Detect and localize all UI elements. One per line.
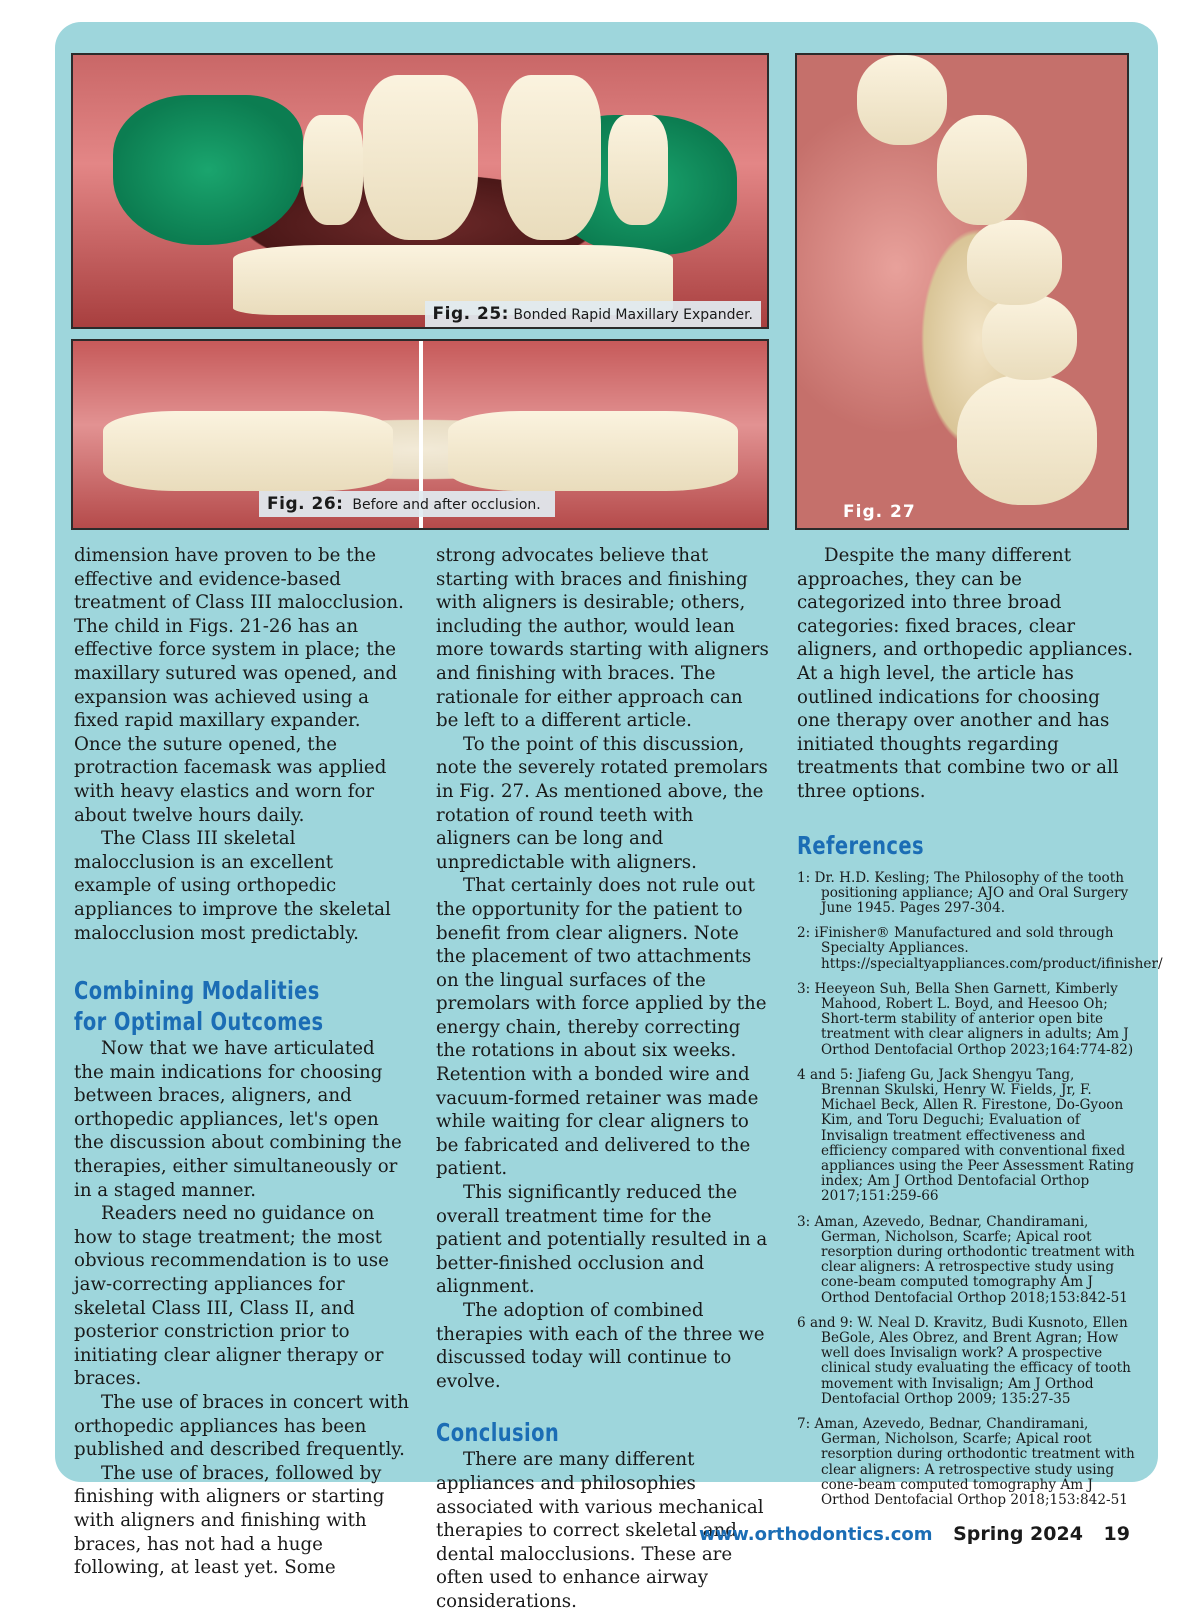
heading-line-2: for Optimal Outcomes: [74, 1007, 324, 1037]
reference-item: 7: Aman, Azevedo, Bednar, Chandiramani, German, Nicholson, Scarfe; Apical root resorption during orthodontic treatment with clear aligners: A retrospective study using cone-beam computed tomography Am J Orthod Dentofacial Orthop 2018;153:842-51: [797, 1416, 1135, 1509]
paragraph: strong advocates believe that starting with braces and finishing with aligners is desirable; others, including the author, would lean more towards starting with aligners and finishing with braces. The rationale for either approach can be left to a different article.: [436, 545, 769, 732]
premolar: [982, 295, 1077, 380]
paragraph: To the point of this discussion, note the severely rotated premolars in Fig. 27. As mentioned above, the rotation of round teeth with aligners can be long and unpredictable with aligners.: [436, 733, 768, 873]
paragraph: This significantly reduced the overall treatment time for the patient and potentially resulted in a better-finished occlusion and alignment.: [436, 1182, 768, 1298]
fig26-caption: [259, 491, 555, 517]
fig25-photo: [71, 53, 769, 329]
reference-item: 2: iFinisher® Manufactured and sold through Specialty Appliances. https://specialtyappliances.com/product/ifinisher/: [797, 925, 1163, 972]
fig27-photo: [795, 53, 1129, 530]
paragraph: The use of braces in concert with orthopedic appliances has been published and described frequently.: [74, 1392, 409, 1461]
reference-item: 1: Dr. H.D. Kesling; The Philosophy of the tooth positioning appliance; AJO and Oral Surgery June 1945. Pages 297-304.: [797, 869, 1129, 916]
reference-item: 3: Aman, Azevedo, Bednar, Chandiramani, German, Nicholson, Scarfe; Apical root resorption during orthodontic treatment with clear aligners: A retrospective study using cone-beam computed tomography Am J Orthod Dentofacial Orthop 2018;153:842-51: [797, 1213, 1135, 1306]
paragraph: Now that we have articulated the main indications for choosing between braces, aligners, and orthopedic appliances, let's open the discussion about combining the therapies, either simultaneously or in a staged manner.: [74, 1038, 402, 1201]
column-3: [797, 544, 1163, 1518]
fig26-photo: [71, 339, 769, 530]
fig26-label: Fig. 26:: [267, 494, 344, 514]
reference-item: 6 and 9: W. Neal D. Kravitz, Budi Kusnoto, Ellen BeGole, Ales Obrez, and Brent Agran; How well does Invisalign work? A prospective clinical study evaluating the efficacy of tooth movement with Invisalign; Am J Orthod Dentofacial Orthop 2009; 135:27-35: [797, 1314, 1131, 1407]
paragraph: There are many different appliances and philosophies associated with various mechanical therapies to correct skeletal and dental malocclusions. These are often used to enhance airway considerations.: [436, 1449, 764, 1612]
page-number: 19: [1103, 1523, 1130, 1545]
molar: [957, 375, 1097, 505]
expander-left: [113, 95, 303, 245]
paragraph: Readers need no guidance on how to stage treatment; the most obvious recommendation is to use jaw-correcting appliances for skeletal Class III, Class II, and posterior constriction prior to initiating clear aligner therapy or braces.: [74, 1203, 389, 1390]
incisor: [857, 55, 947, 145]
lateral-tooth: [303, 115, 363, 225]
paragraph: The adoption of combined therapies with each of the three we discussed today will continue to evolve.: [436, 1300, 765, 1392]
reference-item: 3: Heeyeon Suh, Bella Shen Garnett, Kimberly Mahood, Robert L. Boyd, and Heesoo Oh; Short-term stability of anterior open bite treatment with clear aligners in adults; Am J Orthod Dentofacial Orthop 2023;164:774-82): [797, 980, 1134, 1058]
fig25-label: Fig. 25:: [432, 304, 509, 324]
section-heading: Conclusion: [436, 1418, 560, 1448]
footer-issue: Spring 2024: [953, 1523, 1083, 1545]
canine: [937, 115, 1027, 225]
fig26-text: Before and after occlusion.: [352, 497, 541, 513]
lateral-tooth: [608, 115, 668, 225]
fig27-label: Fig. 27: [843, 502, 916, 522]
section-heading: References: [797, 830, 924, 860]
fig25-caption: [425, 301, 761, 327]
column-2: [436, 544, 770, 1614]
incisor: [501, 75, 601, 240]
reference-item: 4 and 5: Jiafeng Gu, Jack Shengyu Tang, Brennan Skulski, Henry W. Fields, Jr, F. Michael Beck, Allen R. Firestone, Do-Gyoon Kim, and Toru Deguchi; Evaluation of Invisalign treatment effectiveness and efficiency compared with conventional fixed appliances using the Peer Assessment Rating index; Am J Orthod Dentofacial Orthop 2017;151:259-66: [797, 1066, 1135, 1205]
heading-line-1: Combining Modalities: [74, 976, 320, 1006]
fig25-text: Bonded Rapid Maxillary Expander.: [513, 307, 753, 323]
paragraph: The use of braces, followed by finishing with aligners or starting with aligners and finishing with braces, has not had a huge following, at least yet. Some: [74, 1462, 385, 1579]
paragraph: The Class III skeletal malocclusion is an excellent example of using orthopedic appliances to improve the skeletal malocclusion most predictably.: [74, 828, 391, 944]
section-heading: [74, 975, 336, 1037]
paragraph: Despite the many different approaches, they can be categorized into three broad categories: fixed braces, clear aligners, and orthopedic appliances. At a high level, the article has outlined indications for choosing one therapy over another and has initiated thoughts regarding treatments that combine two or all three options.: [797, 545, 1133, 802]
paragraph: dimension have proven to be the effective and evidence-based treatment of Class III malocclusion. The child in Figs. 21-26 has an effective force system in place; the maxillary sutured was opened, and expansion was achieved using a fixed rapid maxillary expander. Once the suture opened, the protraction facemask was applied with heavy elastics and worn for about twelve hours daily.: [74, 545, 404, 826]
reference-list: [797, 869, 1163, 1509]
premolar: [967, 220, 1062, 305]
footer-url[interactable]: www.orthodontics.com: [699, 1524, 933, 1545]
column-1: [74, 544, 410, 1580]
teeth-before: [103, 411, 393, 491]
page-footer: [699, 1523, 1130, 1545]
teeth-after: [448, 411, 738, 491]
incisor: [363, 75, 478, 240]
paragraph: That certainly does not rule out the opportunity for the patient to benefit from clear aligners. Note the placement of two attachments on the lingual surfaces of the premolars with force applied by the energy chain, thereby correcting the rotations in about six weeks. Retention with a bonded wire and vacuum-formed retainer was made while waiting for clear aligners to be fabricated and delivered to the patient.: [436, 875, 767, 1180]
